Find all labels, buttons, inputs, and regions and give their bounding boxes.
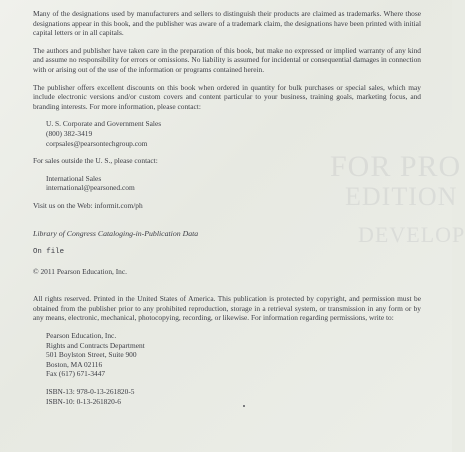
bulk-discount-notice: The publisher offers excellent discounts on this book when ordered in quantity for bulk purchases or special sales, which may include electronic versions and/or custom covers and content particular to your business, training goals, marketing focus, and branding interests. For more information, please contact:	[33, 82, 421, 111]
web-address: Visit us on the Web: informit.com/ph	[33, 200, 143, 210]
page-content	[33, 9, 421, 414]
intl-sales-email: international@pearsoned.com	[46, 183, 135, 193]
show-through-text-3: DEVELOP	[358, 222, 465, 247]
intl-sales-name: International Sales	[46, 173, 102, 183]
isbn-13: ISBN-13: 978-0-13-261820-5	[46, 387, 135, 397]
trademark-notice: Many of the designations used by manufacturers and sellers to distinguish their products are claimed as trademarks. Where those designations appear in this book, and the publisher was aware of a trademark claim, the designations have been printed with initial capital letters or in all capitals.	[33, 9, 421, 38]
permissions-address	[33, 331, 421, 379]
address-line: Rights and Contracts Department	[46, 340, 145, 350]
show-through-text-1: FOR PRO	[330, 150, 462, 183]
isbn-block	[33, 387, 421, 406]
us-sales-email: corpsales@pearsontechgroup.com	[46, 138, 148, 148]
international-sales-contact	[33, 174, 421, 193]
address-line: 501 Boylston Street, Suite 900	[46, 350, 137, 360]
section-gap	[33, 284, 421, 294]
show-through-text-2: EDITION	[345, 182, 458, 211]
us-sales-contact	[33, 119, 421, 148]
address-line: Boston, MA 02116	[46, 359, 103, 369]
outside-us-label: For sales outside the U. S., please contact:	[33, 156, 158, 166]
us-sales-phone: (800) 382-3419	[46, 128, 93, 138]
copyright-line: © 2011 Pearson Education, Inc.	[33, 266, 128, 276]
cip-value: On file	[33, 248, 65, 257]
isbn-10: ISBN-10: 0-13-261820-6	[46, 396, 121, 406]
warranty-disclaimer: The authors and publisher have taken care in the preparation of this book, but make no expressed or implied warranty of any kind and assume no responsibility for errors or omissions. No liability is assumed for incidental or consequential damages in connection with or arising out of the use of the information or programs contained herein.	[33, 45, 421, 74]
cip-heading: Library of Congress Cataloging-in-Publication Data	[33, 228, 199, 238]
ink-speck	[243, 405, 245, 407]
rights-notice: All rights reserved. Printed in the United States of America. This publication is protected by copyright, and permission must be obtained from the publisher prior to any prohibited reproduction, storage in a retrieval system, or transmission in any form or by any means, electronic, mechanical, photocopying, recording, or likewise. For information regarding permissions, write to:	[33, 294, 421, 323]
us-sales-name: U. S. Corporate and Government Sales	[46, 119, 162, 129]
address-line: Pearson Education, Inc.	[46, 331, 117, 341]
address-line: Fax (617) 671-3447	[46, 369, 106, 379]
